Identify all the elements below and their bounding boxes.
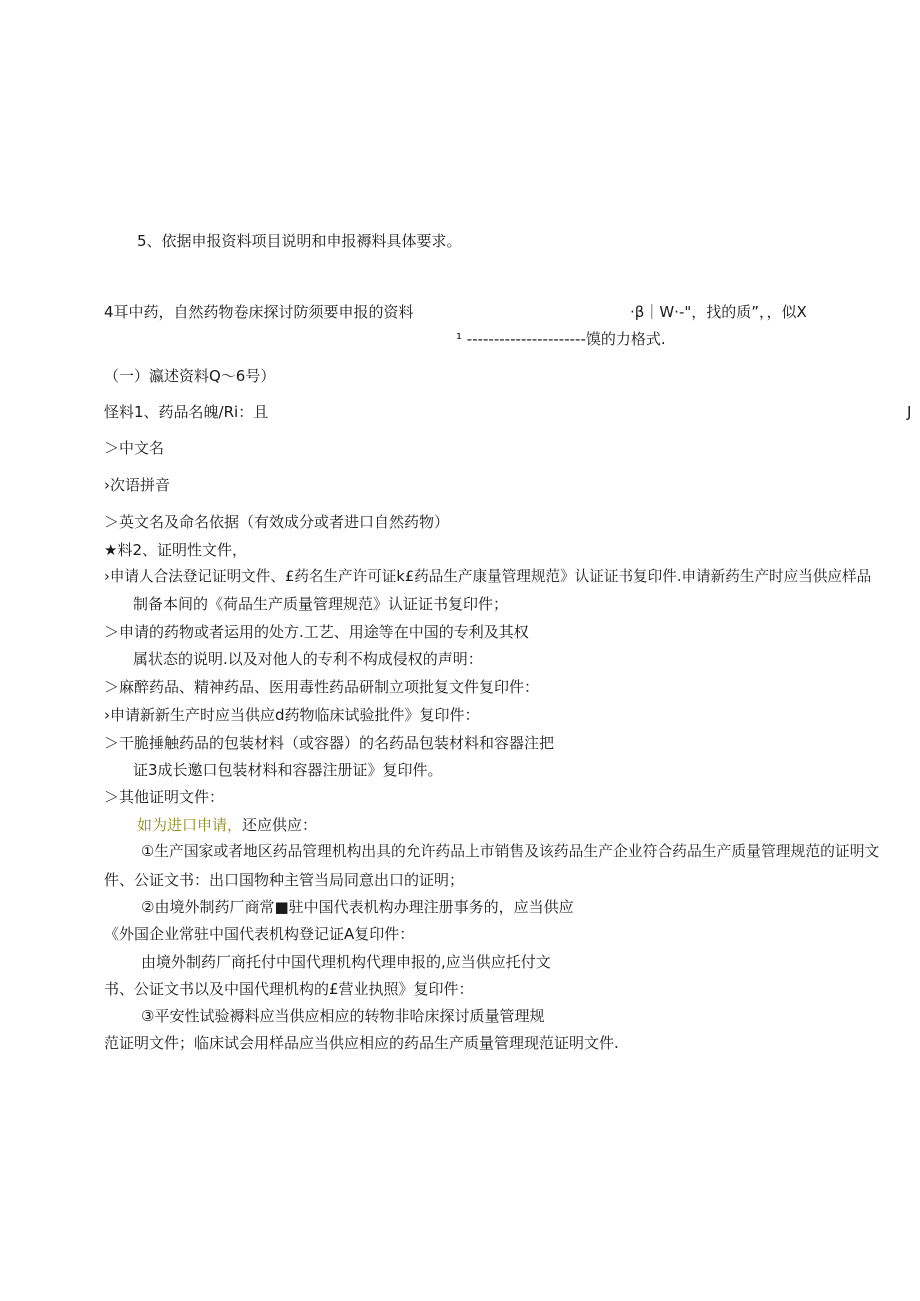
- list-item: ＞中文名: [104, 439, 165, 457]
- material-1-line: 怪料1、药品名魄/Ri：且: [104, 403, 269, 421]
- list-item: ›申请人合法登记证明文件、£药名生产许可证k£药品生产康量管理规范》认证证书复印件.申请新药生产时应当供应样品: [104, 568, 872, 585]
- requirement-1: ①生产国家或者地区药品管理机构出具的允许药品上市销售及该药品生产企业符合药品生产质量管理规范的证明文: [141, 843, 880, 860]
- list-item: ＞申请的药物或者运用的处方.工艺、用途等在中国的专利及其权: [104, 623, 529, 641]
- import-application-line: [137, 815, 317, 835]
- list-item: ›次语拼音: [104, 476, 170, 494]
- list-item-continuation: 证3成长邀口包装材料和容器注册证》复印件。: [133, 761, 443, 779]
- import-application-text: 还应供应：: [242, 816, 318, 834]
- subsection-heading: （一）瀛述资料Q～6号）: [104, 367, 276, 385]
- requirement-2-paragraph: 由境外制药厂商托付中国代理机构代理申报的,应当供应托付文: [141, 953, 551, 971]
- list-item: ›申请新新生产时应当供应d药物临床试验批件》复印件：: [104, 706, 480, 724]
- requirement-3: ③平安性试验褥料应当供应相应的转物非哈床探讨质量管理规: [141, 1007, 545, 1025]
- requirement-2-continuation: 《外国企业常驻中国代表机构登记证A复印件：: [104, 925, 415, 943]
- list-item-continuation: 属状态的说明.以及对他人的专利不构成侵权的声明：: [133, 650, 483, 668]
- list-item: ＞英文名及命名依据（有效成分或者进口自然药物）: [104, 513, 450, 531]
- requirement-3-continuation: 范证明文件；临床试会用样品应当供应相应的药品生产质量管理现范证明文件.: [104, 1034, 619, 1052]
- material-2-line: ★料2、证明性文件，: [104, 541, 247, 559]
- list-item: ＞其他证明文件：: [104, 788, 225, 806]
- list-item-continuation: 制备本间的《荷品生产质量管理规范》认证证书复印件；: [133, 595, 509, 613]
- garbled-right-text: ·β｜W·-"，找的质”，，似X: [630, 303, 807, 321]
- list-item: ＞干脆捶触药品的包装材料（或容器）的名药品包装材料和容器注把: [104, 734, 555, 752]
- item-5-line: 5、依据申报资料项目说明和申报褥料具体要求。: [137, 232, 462, 250]
- list-item: ＞麻醉药品、精神药品、医用毒性药品研制立项批复文件复印件：: [104, 678, 540, 696]
- section-4-heading: 4耳中药，自然药物卷床探讨防须要申报的资料: [104, 303, 414, 321]
- requirement-2-paragraph-continuation: 书、公证文书以及中国代理机构的£营业执照》复印件：: [104, 980, 474, 998]
- margin-mark: J: [907, 403, 912, 421]
- dashed-fill-line: ¹ ----------------------馍的力格式.: [456, 330, 666, 348]
- requirement-1-continuation: 件、公证文书：出口国物种主管当局同意出口的证明；: [104, 871, 465, 889]
- import-application-highlight: 如为进口申请，: [137, 816, 243, 834]
- requirement-2: ②由境外制药厂商常■驻中国代表机构办理注册事务的，应当供应: [141, 898, 574, 916]
